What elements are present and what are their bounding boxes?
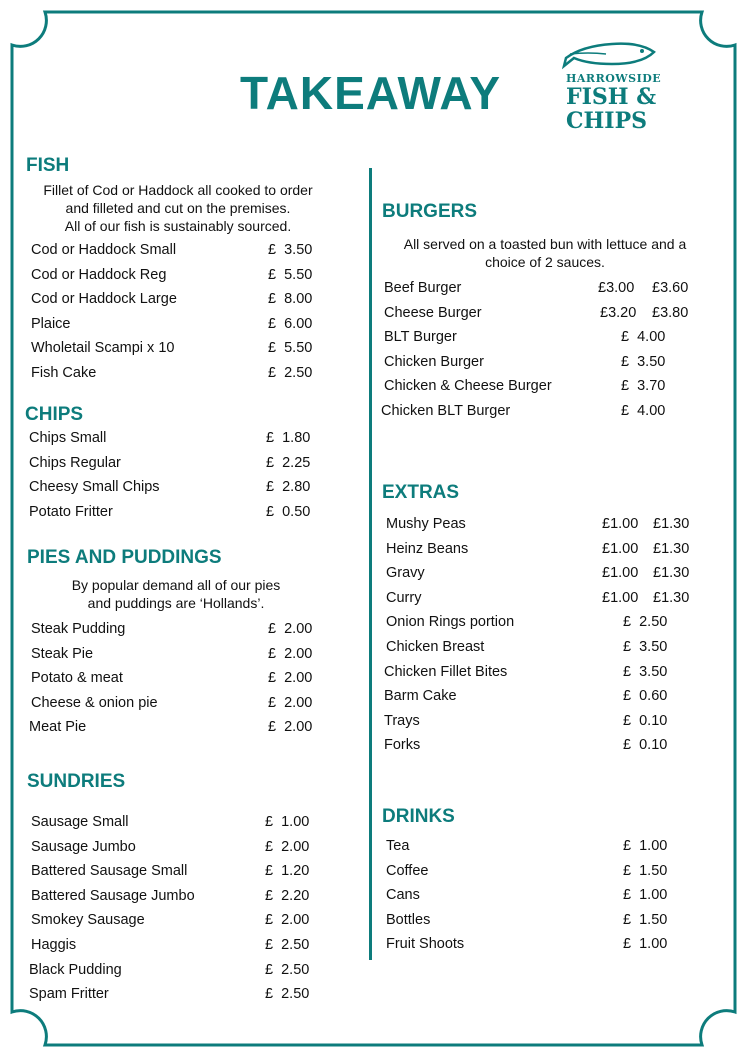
item-name: Sausage Jumbo [31,838,136,855]
item-price: £ 4.00 [621,402,666,419]
item-price: £ 1.00 [623,936,668,953]
item-price: £ 2.20 [265,887,310,904]
item-name: Cans [386,887,420,904]
item-price: £ 2.50 [265,986,310,1003]
item-price: £3.60 [652,280,689,296]
sundries-heading: SUNDRIES [27,771,126,792]
item-name: Chips Small [29,430,107,446]
item-price: £1.30 [653,540,690,557]
chips-heading: CHIPS [25,404,84,425]
note-line: All of our fish is sustainably sourced. [64,218,292,234]
extras-heading: EXTRAS [382,482,460,503]
item-price: £ 2.25 [266,454,311,471]
item-price: £3.20 [600,304,637,321]
logo-line-1: HARROWSIDE [566,72,662,85]
item-price: £ 2.00 [268,621,313,637]
item-name: Beef Burger [384,280,462,296]
item-name: Curry [386,589,422,606]
item-name: Meat Pie [29,719,87,736]
note-line: All served on a toasted bun with lettuce and a [403,236,687,252]
item-price: £ 2.00 [268,694,313,711]
item-price: £ 6.00 [268,315,313,332]
item-name: Chicken Burger [384,353,484,370]
burgers-note [384,235,706,271]
item-price: £ 4.00 [621,329,666,346]
item-price: £ 2.00 [268,645,313,662]
note-line: Fillet of Cod or Haddock all cooked to order [43,182,313,198]
item-name: Fish Cake [31,364,97,381]
item-name: Barm Cake [384,688,457,705]
item-name: Chicken Fillet Bites [384,663,508,680]
item-name: Plaice [31,315,71,332]
item-name: Chips Regular [29,454,121,471]
note-line: and filleted and cut on the premises. [65,200,291,216]
item-price: £ 2.50 [265,936,310,953]
item-price: £ 1.80 [266,430,311,446]
item-name: Cheese & onion pie [31,694,158,711]
item-price: £ 1.50 [623,862,668,879]
item-price: £1.30 [653,516,690,532]
item-price: £ 2.00 [265,912,310,929]
item-price: £3.80 [652,304,689,321]
item-price: £ 8.00 [268,291,313,308]
item-price: £ 1.00 [623,838,668,854]
item-name: Coffee [386,862,429,879]
item-price: £1.30 [653,589,690,606]
item-price: £ 1.20 [265,863,310,880]
item-name: Trays [384,712,420,729]
logo-line-2: FISH & [566,84,657,110]
item-name: Cheese Burger [384,304,482,321]
item-price: £ 3.50 [623,638,668,655]
item-name: Mushy Peas [386,516,466,532]
item-price: £1.30 [653,565,690,582]
item-name: Forks [384,737,421,754]
item-name: Heinz Beans [386,540,469,557]
note-line: By popular demand all of our pies [71,577,281,593]
item-price: £1.00 [602,516,639,532]
logo-line-3: CHIPS [566,108,648,134]
note-line: choice of 2 sauces. [485,254,605,270]
fish-heading: FISH [26,155,70,176]
item-price: £ 2.50 [623,614,668,631]
item-name: Tea [386,838,410,854]
item-price: £ 2.00 [265,838,310,855]
drinks-heading: DRINKS [382,806,455,827]
item-name: Haggis [31,936,77,953]
item-price: £ 0.10 [623,712,668,729]
logo [560,36,670,136]
item-price: £ 2.00 [268,719,313,736]
fish-icon [562,38,662,72]
item-name: Potato & meat [31,670,123,687]
item-name: Onion Rings portion [386,614,515,631]
item-price: £ 5.50 [268,266,313,283]
item-name: Wholetail Scampi x 10 [31,340,175,357]
item-price: £ 3.50 [623,663,668,680]
item-name: Cod or Haddock Small [31,242,177,258]
item-price: £1.00 [602,540,639,557]
item-price: £ 3.50 [621,353,666,370]
item-price: £ 0.50 [266,503,311,520]
page-title: TAKEAWAY [240,67,502,119]
pies-note [26,576,326,612]
item-name: Battered Sausage Jumbo [31,887,195,904]
item-name: Smokey Sausage [31,912,145,929]
item-name: Gravy [386,565,425,582]
item-price: £ 0.10 [623,737,668,754]
item-name: Chicken Breast [386,638,485,655]
item-name: Chicken BLT Burger [381,402,511,419]
item-price: £ 3.70 [621,378,666,395]
item-name: Spam Fritter [29,986,109,1003]
item-name: Steak Pudding [31,621,126,637]
item-price: £ 0.60 [623,688,668,705]
item-name: Cod or Haddock Large [31,291,177,308]
item-name: BLT Burger [384,329,457,346]
item-price: £ 2.50 [265,961,310,978]
item-price: £1.00 [602,565,639,582]
item-name: Chicken & Cheese Burger [384,378,552,395]
item-name: Black Pudding [29,961,122,978]
item-price: £ 1.50 [623,911,668,928]
item-price: £1.00 [602,589,639,606]
item-price: £ 2.50 [268,364,313,381]
item-price: £ 2.00 [268,670,313,687]
item-price: £ 2.80 [266,479,311,496]
item-price: £3.00 [598,280,635,296]
item-price: £ 3.50 [268,242,313,258]
column-divider [369,168,372,960]
item-name: Battered Sausage Small [31,863,188,880]
item-price: £ 5.50 [268,340,313,357]
item-price: £ 1.00 [265,814,310,830]
item-name: Cheesy Small Chips [29,479,160,496]
item-name: Sausage Small [31,814,129,830]
note-line: and puddings are ‘Hollands’. [87,595,265,611]
burgers-heading: BURGERS [382,201,478,222]
pies-heading: PIES AND PUDDINGS [27,547,222,568]
item-price: £ 1.00 [623,887,668,904]
item-name: Steak Pie [31,645,94,662]
item-name: Fruit Shoots [386,936,465,953]
item-name: Cod or Haddock Reg [31,266,167,283]
fish-note [28,181,328,235]
item-name: Bottles [386,911,431,928]
item-name: Potato Fritter [29,503,113,520]
